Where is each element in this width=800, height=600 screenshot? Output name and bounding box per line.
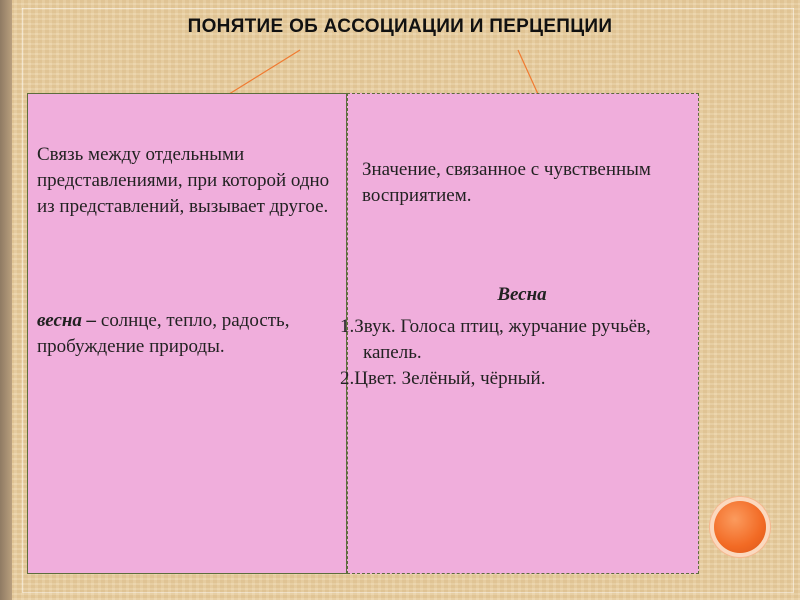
example-rest: солнце, тепло, радость, пробуждение природы. bbox=[37, 310, 290, 357]
spring-heading: Весна bbox=[497, 284, 547, 305]
association-definition: Связь между отдельными представлениями, при которой одно из представлений, вызывает другое. bbox=[37, 144, 330, 217]
association-panel bbox=[27, 93, 347, 574]
perception-panel bbox=[340, 93, 699, 574]
list-item: 2.Цвет. Зелёный, чёрный. bbox=[340, 368, 546, 389]
list-item: 1.Звук. Голоса птиц, журчание ручьёв, капель. bbox=[340, 316, 651, 363]
example-term: весна – bbox=[37, 310, 97, 331]
decorative-circle-icon bbox=[714, 501, 766, 553]
slide-title: ПОНЯТИЕ ОБ АССОЦИАЦИИ И ПЕРЦЕПЦИИ bbox=[187, 16, 613, 37]
perception-list bbox=[340, 314, 690, 392]
perception-definition: Значение, связанное с чувственным восприятием. bbox=[362, 159, 651, 206]
association-example bbox=[37, 308, 342, 360]
